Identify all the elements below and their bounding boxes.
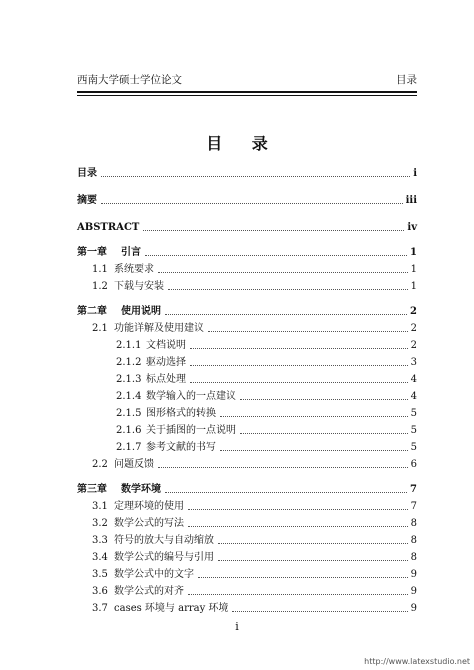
toc-entry-label: 数学输入的一点建议	[146, 391, 236, 402]
toc-entry-number: 2.1.5	[116, 408, 142, 419]
toc-entry-label: 符号的放大与自动缩放	[114, 535, 214, 546]
toc-entry-page: 8	[410, 535, 417, 546]
page-header	[77, 74, 417, 92]
toc-leader-dots	[232, 610, 407, 612]
toc-entry[interactable]	[92, 262, 417, 276]
toc-entry-page: iii	[405, 195, 417, 206]
toc-entry[interactable]	[116, 406, 417, 420]
toc-entry-number: 3.3	[92, 535, 108, 546]
toc-entry-label: 文档说明	[146, 340, 186, 351]
toc-entry-page: 9	[410, 586, 417, 597]
toc-title: 目 录	[206, 134, 280, 153]
watermark: http://www.latexstudio.net	[364, 657, 470, 666]
toc-entry[interactable]	[92, 550, 417, 564]
toc-leader-dots	[165, 491, 407, 493]
toc-entry[interactable]	[116, 440, 417, 454]
toc-entry-number: 2.1.6	[116, 425, 142, 436]
toc-entry-label: 图形格式的转换	[146, 408, 216, 419]
toc-entry-label: 数学公式的编号与引用	[114, 552, 214, 563]
toc-entry[interactable]	[92, 567, 417, 581]
toc-entry-number: 2.1.1	[116, 340, 142, 351]
toc-leader-dots	[220, 449, 408, 451]
toc-entry-number: 3.7	[92, 603, 108, 614]
toc-leader-dots	[101, 175, 410, 177]
toc-entry-page: 3	[410, 357, 417, 368]
toc-entry[interactable]	[116, 423, 417, 437]
toc-entry-number: 3.6	[92, 586, 108, 597]
toc-entry-label: 问题反馈	[114, 459, 154, 470]
toc-entry[interactable]	[116, 338, 417, 352]
toc-entry-number: 2.1	[92, 323, 108, 334]
toc-entry-page: 4	[410, 374, 417, 385]
toc-entry-label: 标点处理	[146, 374, 186, 385]
toc-leader-dots	[190, 381, 408, 383]
toc-entry-page: 6	[410, 459, 417, 470]
toc-leader-dots	[198, 576, 408, 578]
toc-entry-number: 2.2	[92, 459, 108, 470]
toc-leader-dots	[188, 508, 408, 510]
toc-entry[interactable]	[77, 482, 417, 496]
toc-entry[interactable]	[92, 533, 417, 547]
toc-entry[interactable]	[77, 304, 417, 318]
toc-entry[interactable]	[116, 389, 417, 403]
toc-entry-number: 2.1.7	[116, 442, 142, 453]
toc-entry-page: 2	[410, 323, 417, 334]
toc-entry-label: 功能详解及使用建议	[114, 323, 204, 334]
toc-entry-number: 3.1	[92, 501, 108, 512]
toc-leader-dots	[218, 559, 408, 561]
toc-entry-label: 关于插图的一点说明	[146, 425, 236, 436]
toc-entry[interactable]	[92, 601, 417, 615]
toc-leader-dots	[145, 254, 407, 256]
toc-entry-number: 2.1.4	[116, 391, 142, 402]
toc-entry-number: 3.4	[92, 552, 108, 563]
page-number: i	[235, 620, 239, 633]
toc-entry-label: 驱动选择	[146, 357, 186, 368]
toc-entry[interactable]	[116, 355, 417, 369]
toc-entry[interactable]	[77, 220, 417, 234]
toc-entry-page: 5	[410, 408, 417, 419]
toc-entry-number: 1.2	[92, 281, 108, 292]
toc-entry-number: 第三章	[77, 484, 107, 495]
toc-leader-dots	[188, 525, 408, 527]
toc-entry-label: cases 环境与 array 环境	[114, 603, 229, 614]
toc-leader-dots	[165, 313, 407, 315]
header-rule	[77, 91, 417, 96]
toc-entry-label: 参考文献的书写	[146, 442, 216, 453]
toc-entry-label: 数学公式的写法	[114, 518, 184, 529]
toc-entry[interactable]	[92, 279, 417, 293]
toc-entry-label: 数学公式的对齐	[114, 586, 184, 597]
toc-entry[interactable]	[92, 457, 417, 471]
toc-entry-page: 7	[410, 484, 417, 495]
toc-entry-number: 第二章	[77, 306, 107, 317]
toc-entry-label: ABSTRACT	[77, 222, 140, 233]
toc-leader-dots	[143, 229, 404, 231]
toc-entry-number: 2.1.2	[116, 357, 142, 368]
toc-entry-page: 7	[410, 501, 417, 512]
toc-entry-page: 8	[410, 552, 417, 563]
toc-entry-page: 1	[410, 247, 417, 258]
toc-leader-dots	[220, 415, 408, 417]
header-section: 目录	[396, 74, 417, 86]
toc-entry-number: 2.1.3	[116, 374, 142, 385]
toc-entry-label: 引言	[121, 247, 141, 258]
toc-entry-number: 1.1	[92, 264, 108, 275]
toc-leader-dots	[208, 330, 408, 332]
toc-entry[interactable]	[92, 516, 417, 530]
toc-entry-label: 下载与安装	[114, 281, 164, 292]
toc-entry-page: 5	[410, 442, 417, 453]
toc-entry[interactable]	[92, 499, 417, 513]
toc-entry-number: 3.5	[92, 569, 108, 580]
toc-entry[interactable]	[116, 372, 417, 386]
toc-leader-dots	[158, 466, 408, 468]
toc-entry[interactable]	[77, 193, 417, 207]
toc-leader-dots	[240, 432, 408, 434]
toc-entry-page: 2	[410, 340, 417, 351]
toc-entry-page: iv	[407, 222, 417, 233]
toc-entry[interactable]	[92, 584, 417, 598]
toc-leader-dots	[190, 364, 408, 366]
toc-entry-page: 9	[410, 569, 417, 580]
toc-entry-label: 目录	[77, 168, 97, 179]
toc-entry-page: 9	[410, 603, 417, 614]
toc-leader-dots	[218, 542, 408, 544]
toc-entry-number: 3.2	[92, 518, 108, 529]
toc-leader-dots	[168, 288, 408, 290]
toc-entry-label: 使用说明	[121, 306, 161, 317]
toc-entry-page: 4	[410, 391, 417, 402]
toc-entry-page: 5	[410, 425, 417, 436]
toc-leader-dots	[240, 398, 408, 400]
toc-entry-page: 8	[410, 518, 417, 529]
toc-entry-page: 1	[410, 281, 417, 292]
toc-entry[interactable]	[77, 166, 417, 180]
toc-entry-number: 第一章	[77, 247, 107, 258]
toc-entry-label: 定理环境的使用	[114, 501, 184, 512]
toc-entry-page: 1	[410, 264, 417, 275]
toc-entry-page: i	[413, 168, 417, 179]
toc-entry-label: 摘要	[77, 195, 97, 206]
toc-entry-label: 数学环境	[121, 484, 161, 495]
toc-entry[interactable]	[92, 321, 417, 335]
toc-leader-dots	[158, 271, 408, 273]
toc-leader-dots	[188, 593, 408, 595]
toc-entry[interactable]	[77, 245, 417, 259]
toc-leader-dots	[190, 347, 408, 349]
toc-leader-dots	[101, 202, 403, 204]
toc-entry-label: 数学公式中的文字	[114, 569, 194, 580]
header-thesis-title: 西南大学硕士学位论文	[77, 74, 182, 86]
toc-entry-label: 系统要求	[114, 264, 154, 275]
toc-entry-page: 2	[410, 306, 417, 317]
